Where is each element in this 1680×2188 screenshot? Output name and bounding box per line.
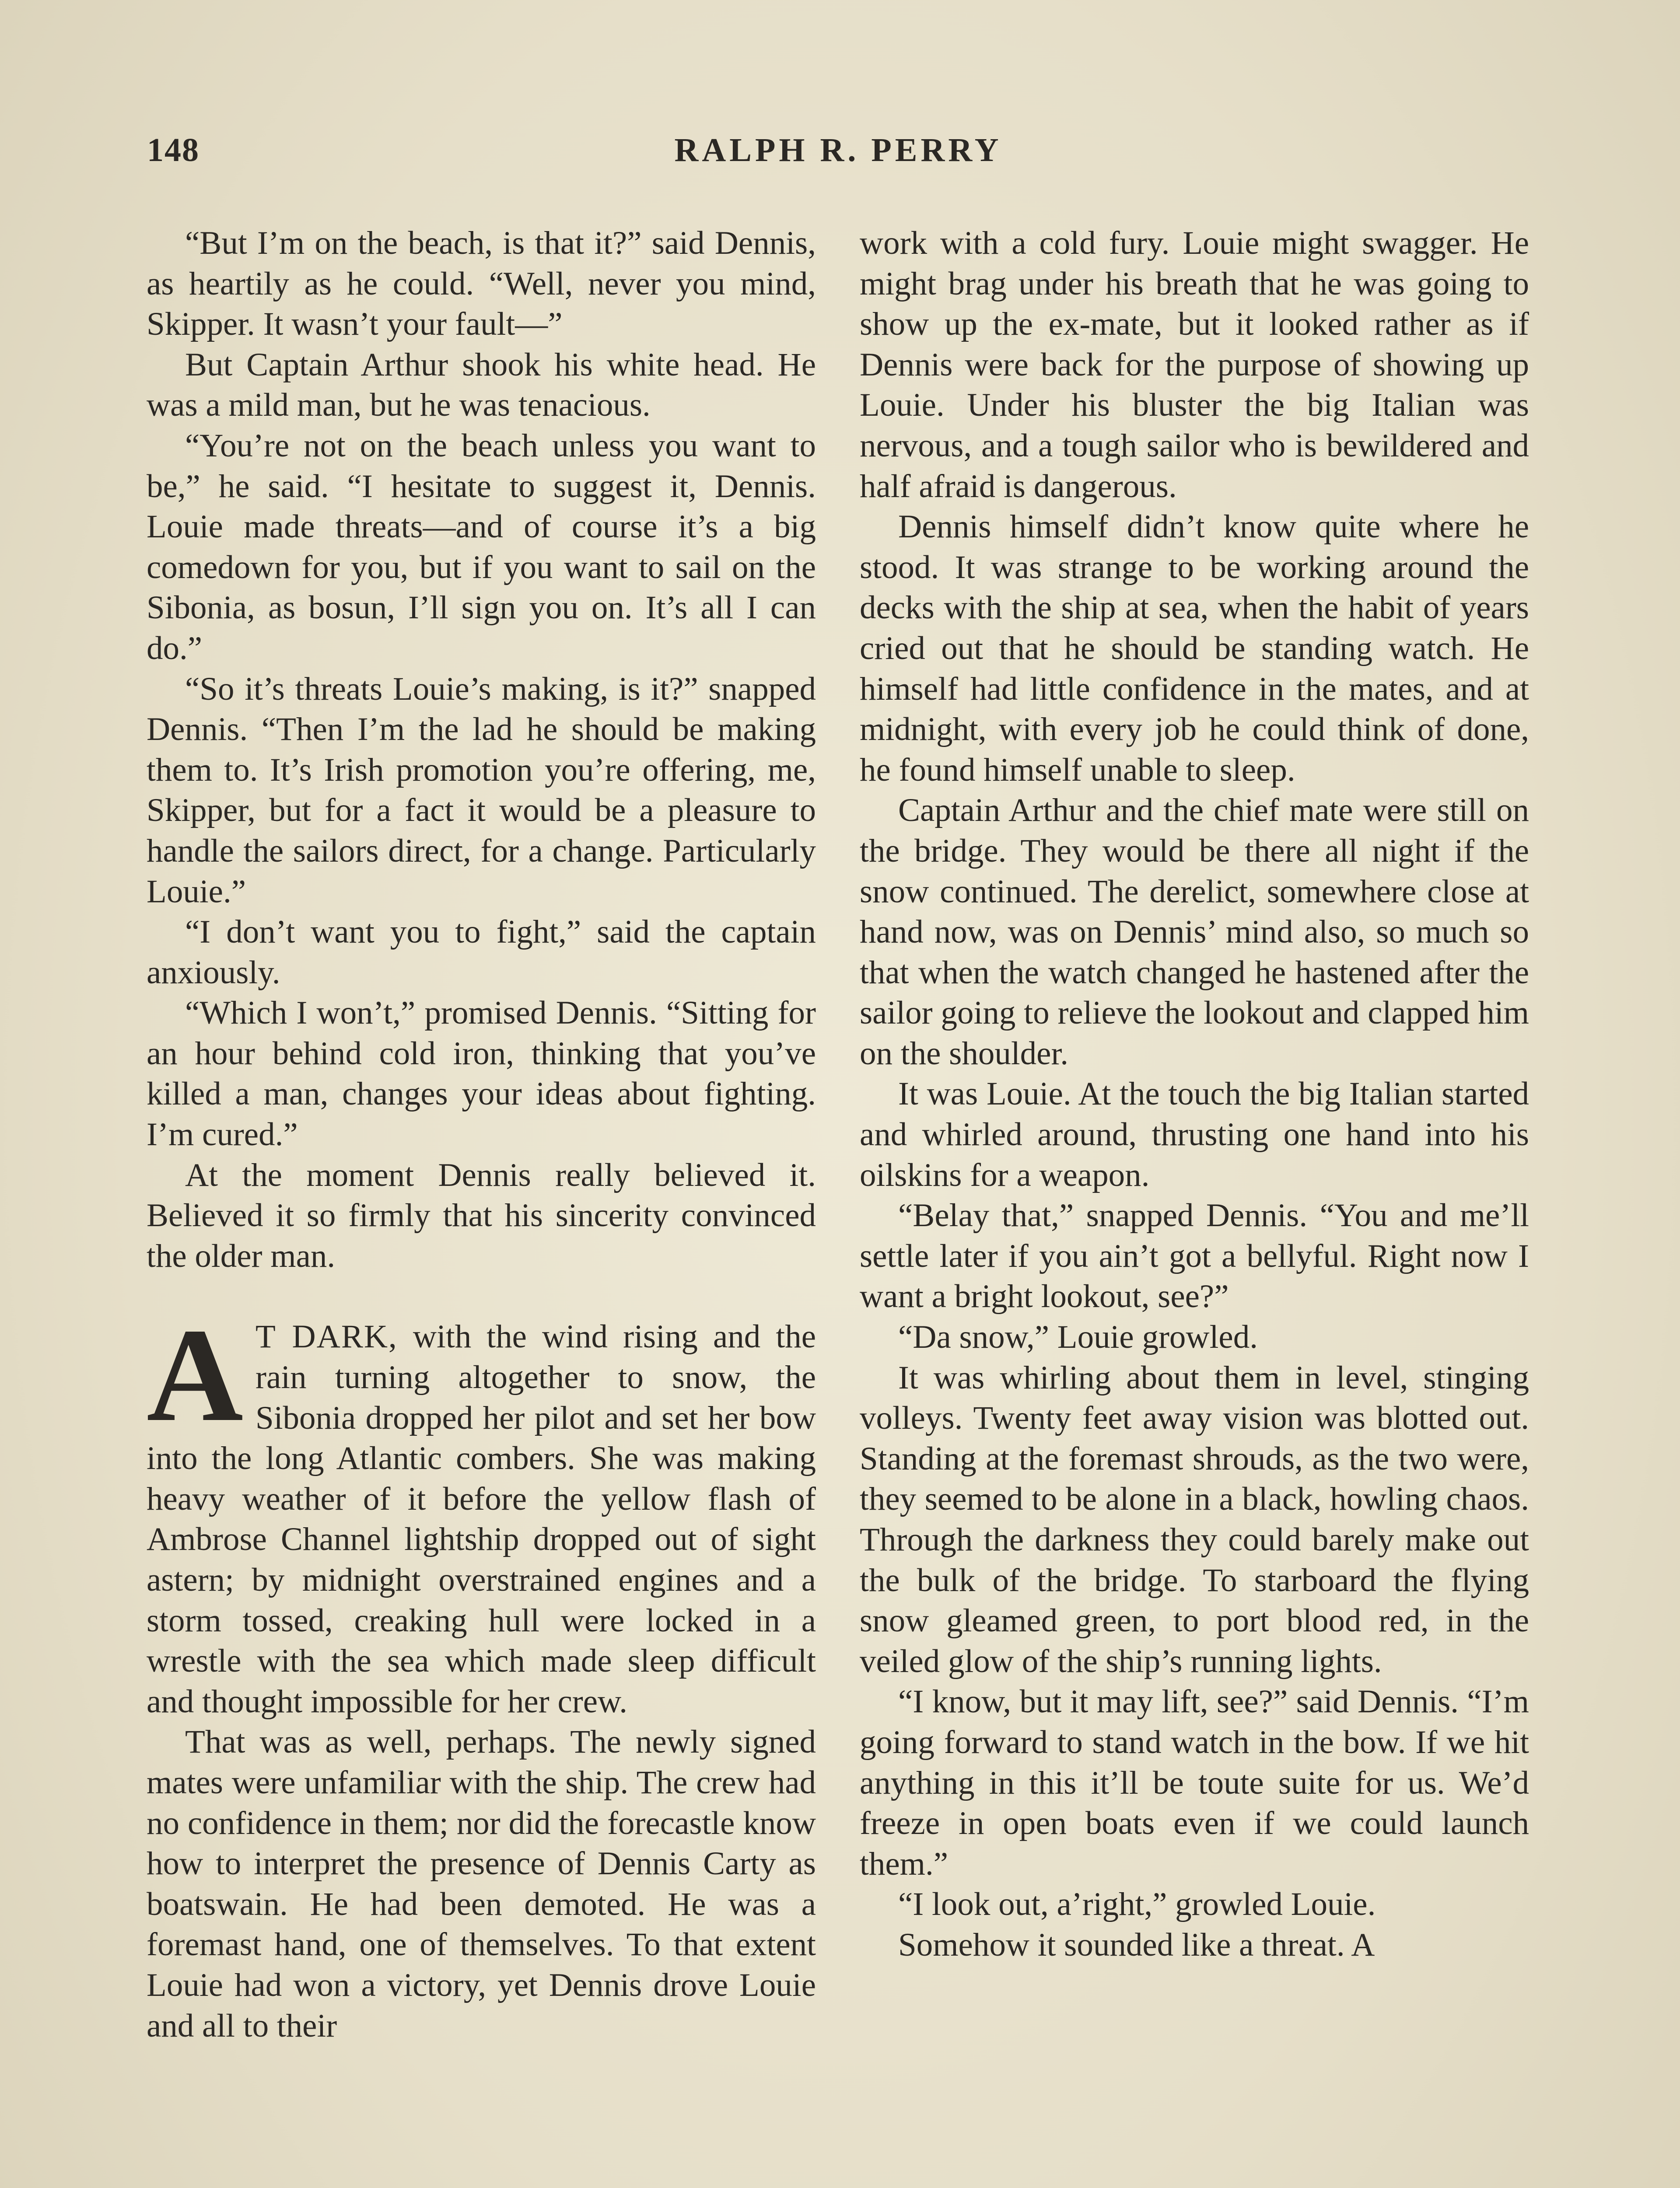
paragraph: “I look out, a’right,” growled Louie. [898, 1886, 1376, 1923]
paragraph: That was as well, perhaps. The newly signed mates were unfamiliar with the ship. The crew had no confidence in them; nor did the forecastle know how to interpret the presence of Dennis Carty as boatswain. He had been demoted. He was a foremast hand, one of themselves. To that extent Louie had won a victory, yet Dennis drove Louie and all to their [147, 1724, 816, 2044]
paragraph: “Da snow,” Louie growled. [898, 1319, 1258, 1356]
paragraph: “Which I won’t,” promised Dennis. “Sitting for an hour behind cold iron, thinking that you’ve killed a man, changes your ideas about fighting. I’m cured.” [147, 995, 816, 1153]
running-title: RALPH R. PERRY [674, 132, 1002, 168]
paragraph: “I know, but it may lift, see?” said Dennis. “I’m going forward to stand watch in the bow. If we hit anything in this it’ll be toute suite for us. We’d freeze in open boats even if we could launch them.” [860, 1683, 1529, 1882]
paragraph: It was whirling about them in level, stinging volleys. Twenty feet away vision was blotted out. Standing at the foremast shrouds, as the two were, they seemed to be alone in a black, howling chaos. Through the darkness they could barely make out the bulk of the bridge. To starboard the flying snow gleamed green, to port blood red, in the veiled glow of the ship’s running lights. [860, 1359, 1529, 1680]
section-break [147, 1276, 816, 1317]
lead-in-caps: T DARK, [255, 1318, 398, 1355]
paragraph: “You’re not on the beach unless you want to be,” he said. “I hesitate to suggest it, Dennis. Louie made threats—and of course it’s a big comedown for you, but if you want to sail on the Sibonia, as bosun, I’ll sign you on. It’s all I can do.” [147, 427, 816, 666]
page-number: 148 [147, 132, 200, 168]
drop-cap: A [147, 1301, 243, 1450]
right-text-column [860, 223, 1529, 1966]
paragraph: “Belay that,” snapped Dennis. “You and me’ll settle later if you ain’t got a bellyful. Right now I want a bright lookout, see?” [860, 1197, 1529, 1315]
paragraph: “But I’m on the beach, is that it?” said Dennis, as heartily as he could. “Well, never you mind, Skipper. It wasn’t your fault—” [147, 225, 816, 343]
running-header [147, 131, 1530, 184]
paragraph: It was Louie. At the touch the big Italian started and whirled around, thrusting one hand into his oilskins for a weapon. [860, 1076, 1529, 1193]
paragraph: At the moment Dennis really believed it. Believed it so firmly that his sincerity convinced the older man. [147, 1157, 816, 1274]
continued-paragraph: work with a cold fury. Louie might swagger. He might brag under his breath that he was going to show up the ex-mate, but it looked rather as if Dennis were back for the purpose of showing up Louie. Under his bluster the big Italian was nervous, and a tough sailor who is bewildered and half afraid is dangerous. [860, 225, 1529, 505]
paragraph: Dennis himself didn’t know quite where he stood. It was strange to be working around the decks with the ship at sea, when the habit of years cried out that he should be standing watch. He himself had little confidence in the mates, and at midnight, with every job he could think of done, he found himself unable to sleep. [860, 508, 1529, 788]
paragraph: But Captain Arthur shook his white head. He was a mild man, but he was tenacious. [147, 346, 816, 424]
paragraph: “I don’t want you to fight,” said the captain anxiously. [147, 914, 816, 991]
section-opening-paragraph [147, 1301, 816, 1722]
paragraph: “So it’s threats Louie’s making, is it?” snapped Dennis. “Then I’m the lad he should be making them to. It’s Irish promotion you’re offering, me, Skipper, but for a fact it would be a pleasure to handle the sailors direct, for a change. Particularly Louie.” [147, 670, 816, 910]
left-text-column [147, 223, 816, 2046]
paragraph-text: with the wind rising and the rain turning altogether to snow, the Sibonia dropped her pilot and set her bow into the long Atlantic combers. She was making heavy weather of it before the yellow flash of Ambrose Channel lightship dropped out of sight astern; by midnight overstrained engines and a storm tossed, creaking hull were locked in a wrestle with the sea which made sleep difficult and thought impossible for her crew. [147, 1318, 816, 1720]
paragraph: Somehow it sounded like a threat. A [898, 1926, 1375, 1963]
paragraph: Captain Arthur and the chief mate were still on the bridge. They would be there all night if the snow continued. The derelict, somewhere close at hand now, was on Dennis’ mind also, so much so that when the watch changed he hastened after the sailor going to relieve the lookout and clapped him on the shoulder. [860, 792, 1529, 1072]
